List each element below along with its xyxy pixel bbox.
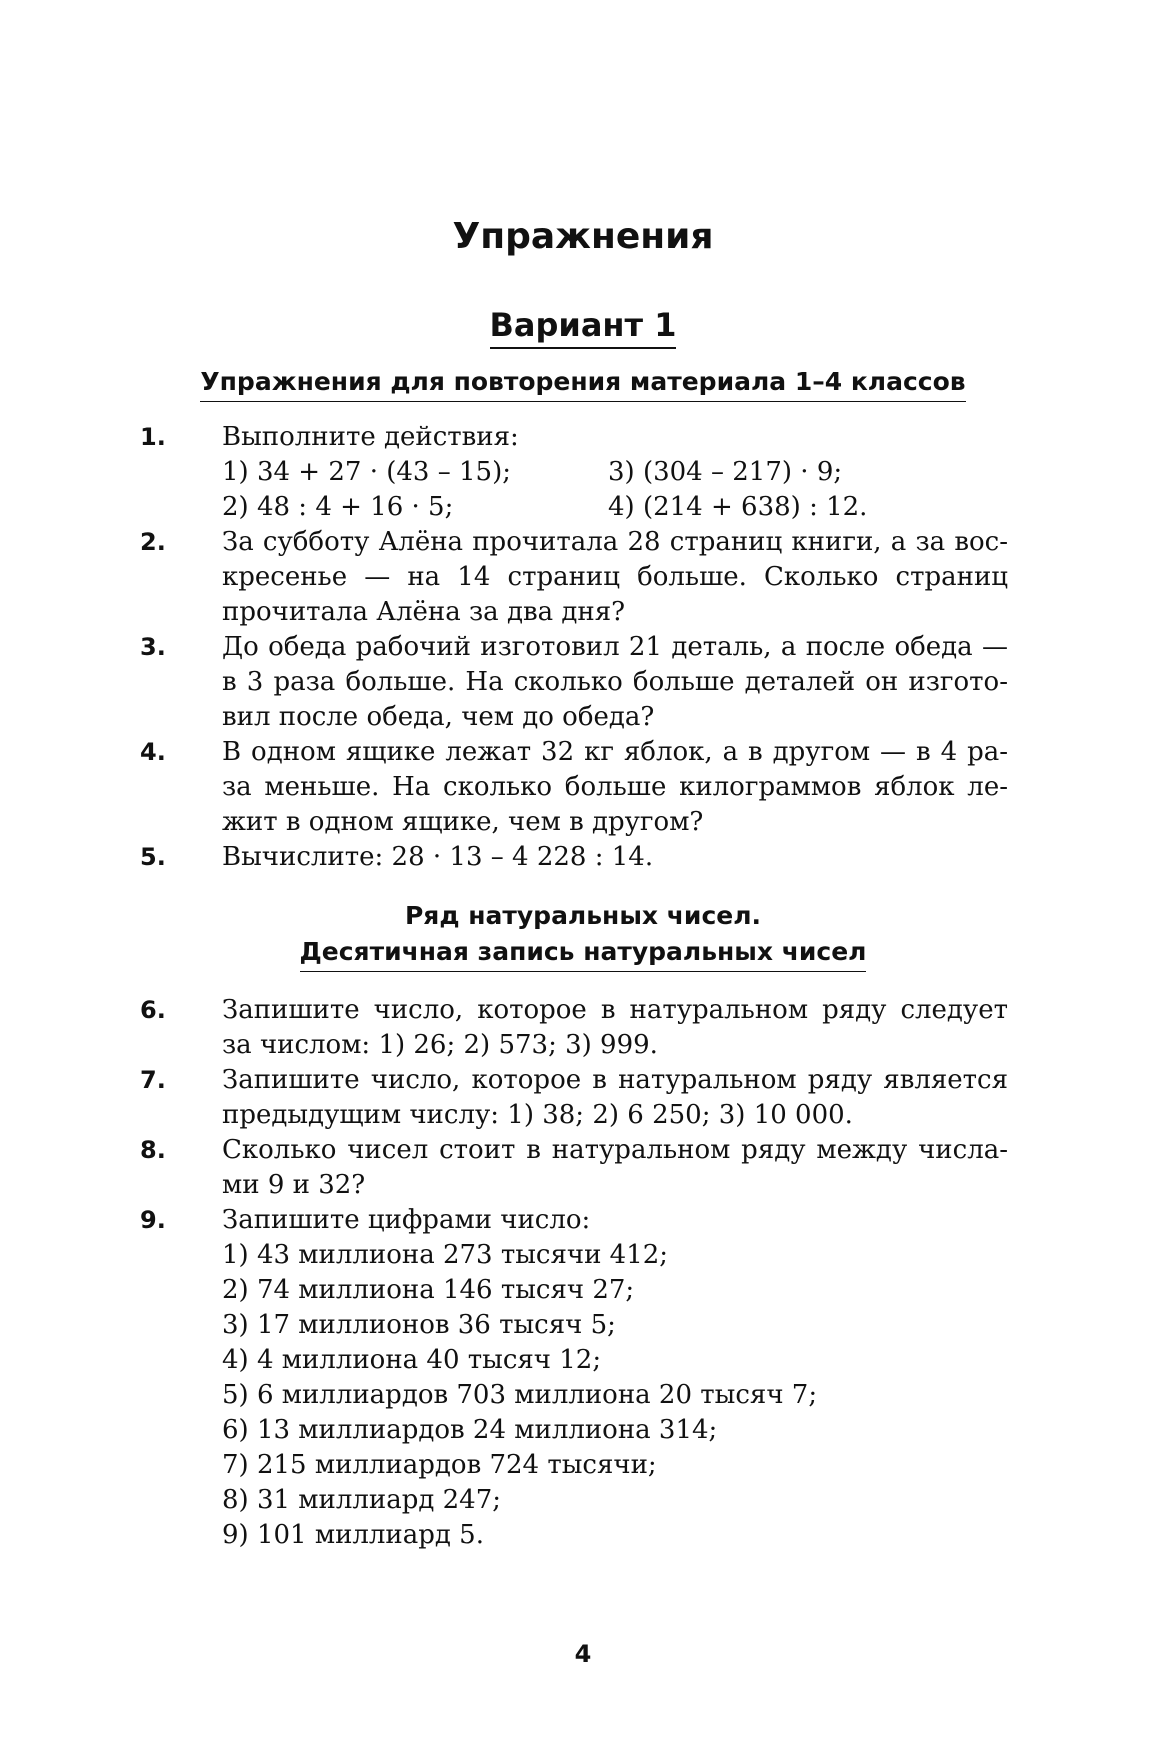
exercise-text-line: Вычислите: 28 · 13 – 4 228 : 14.	[222, 842, 654, 872]
exercise-number: 7.	[140, 1066, 166, 1094]
exercise-item: 3) (304 – 217) · 9;	[608, 457, 843, 487]
exercise-number: 1.	[140, 423, 166, 451]
section-heading-review	[0, 366, 1166, 402]
exercise-item: 1) 34 + 27 · (43 – 15);	[222, 457, 511, 487]
exercise-item: 4) 4 миллиона 40 тысяч 12;	[222, 1345, 602, 1375]
exercise-number: 4.	[140, 738, 166, 766]
exercise-text-line: жит в одном ящике, чем в другом?	[222, 807, 704, 837]
variant-label: Вариант 1	[490, 306, 677, 349]
exercise-text-line: До обеда рабочий изготовил 21 деталь, а после обеда —	[222, 632, 1008, 662]
exercise-item: 2) 74 миллиона 146 тысяч 27;	[222, 1275, 635, 1305]
exercise-item: 5) 6 миллиардов 703 миллиона 20 тысяч 7;	[222, 1380, 818, 1410]
exercise-item: 1) 43 миллиона 273 тысячи 412;	[222, 1240, 669, 1270]
page-heading: Упражнения	[452, 216, 714, 257]
section-heading-natural-numbers-2	[0, 936, 1166, 972]
exercise-text-line: вил после обеда, чем до обеда?	[222, 702, 655, 732]
section-label: Упражнения для повторения материала 1–4 классов	[200, 366, 965, 402]
page-number: 4	[574, 1640, 592, 1668]
variant-heading	[0, 306, 1166, 349]
exercise-text-line: В одном ящике лежат 32 кг яблок, а в другом — в 4 ра-	[222, 737, 1008, 767]
exercise-item: 6) 13 миллиардов 24 миллиона 314;	[222, 1415, 718, 1445]
section-label-line1: Ряд натуральных чисел.	[404, 901, 762, 930]
exercise-item: 8) 31 миллиард 247;	[222, 1485, 502, 1515]
exercise-number: 2.	[140, 528, 166, 556]
exercise-text-line: предыдущим числу: 1) 38; 2) 6 250; 3) 10 000.	[222, 1100, 853, 1130]
exercise-number: 6.	[140, 996, 166, 1024]
exercise-text-line: Запишите число, которое в натуральном ряду является	[222, 1065, 1008, 1095]
exercise-text-line: в 3 раза больше. На сколько больше деталей он изгото-	[222, 667, 1008, 697]
exercise-item: 7) 215 миллиардов 724 тысячи;	[222, 1450, 657, 1480]
exercise-number: 3.	[140, 633, 166, 661]
exercise-item: 4) (214 + 638) : 12.	[608, 492, 868, 522]
section-label-line2: Десятичная запись натуральных чисел	[300, 936, 867, 972]
exercise-text: Выполните действия:	[222, 422, 519, 452]
exercise-text-line: за числом: 1) 26; 2) 573; 3) 999.	[222, 1030, 658, 1060]
exercise-text-line: прочитала Алёна за два дня?	[222, 597, 626, 627]
exercise-text-line: кресенье — на 14 страниц больше. Сколько страниц	[222, 562, 1008, 592]
exercise-text-line: ми 9 и 32?	[222, 1170, 366, 1200]
exercise-number: 5.	[140, 843, 166, 871]
exercise-text-line: Запишите число, которое в натуральном ряду следует	[222, 995, 1008, 1025]
section-heading-natural-numbers	[0, 900, 1166, 932]
exercise-text-line: За субботу Алёна прочитала 28 страниц книги, а за вос-	[222, 527, 1008, 557]
exercise-number: 8.	[140, 1136, 166, 1164]
exercise-item: 2) 48 : 4 + 16 · 5;	[222, 492, 454, 522]
exercise-text-line: Запишите цифрами число:	[222, 1205, 591, 1235]
exercise-item: 3) 17 миллионов 36 тысяч 5;	[222, 1310, 616, 1340]
exercise-text-line: Сколько чисел стоит в натуральном ряду между числа-	[222, 1135, 1008, 1165]
exercise-number: 9.	[140, 1206, 166, 1234]
exercise-item: 9) 101 миллиард 5.	[222, 1520, 484, 1550]
exercise-text-line: за меньше. На сколько больше килограммов яблок ле-	[222, 772, 1008, 802]
